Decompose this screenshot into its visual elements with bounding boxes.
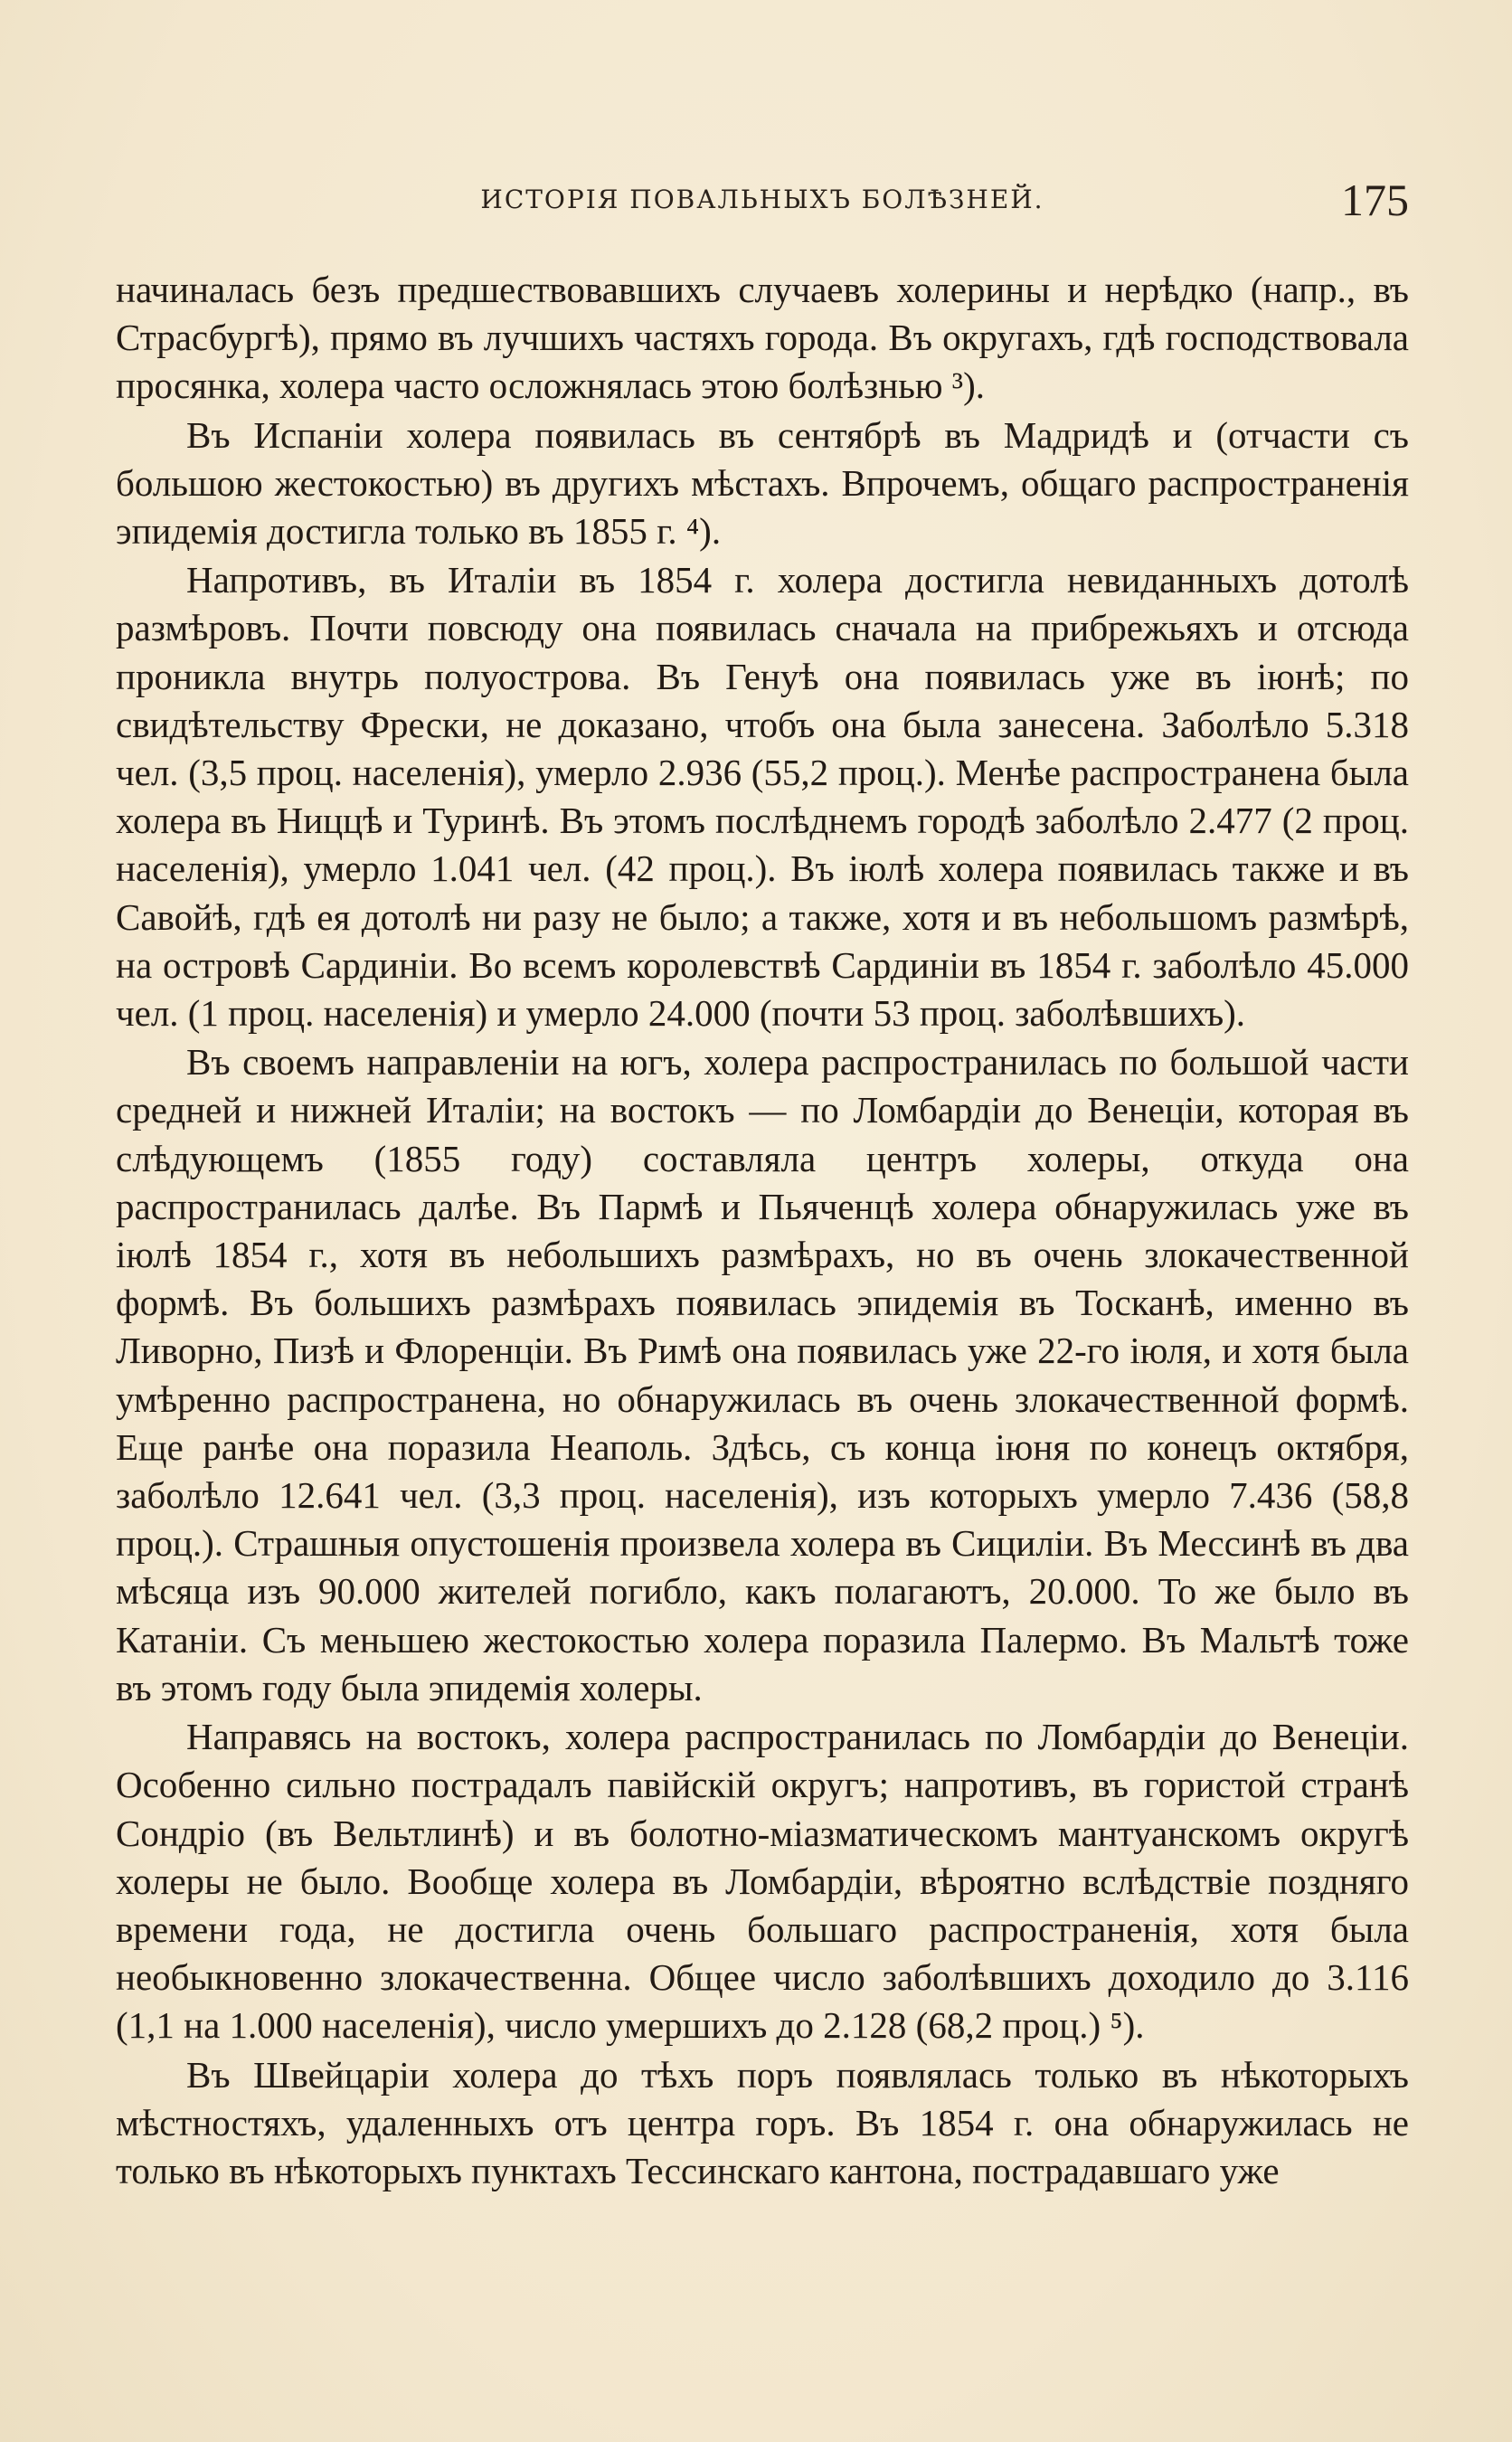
running-header (116, 174, 1409, 228)
paragraph-continuation: начиналась безъ предшествовавшихъ случаевъ холерины и нерѣдко (напр., въ Страсбургѣ), прямо въ лучшихъ частяхъ города. Въ округахъ, гдѣ господствовала просянка, холера часто осложнялась этою болѣзнью ³). (116, 269, 1409, 407)
paragraph-lombardy: Направясь на востокъ, холера распространилась по Ломбардіи до Венеціи. Особенно сильно пострадалъ павійскій округъ; напротивъ, въ гористой странѣ Сондріо (въ Вельтлинѣ) и въ болотно-міазматическомъ мантуанскомъ округѣ холеры не было. Вообще холера въ Ломбардіи, вѣроятно вслѣдствіе поздняго времени года, не достигла очень большаго распространенія, хотя была необыкновенно злокачественна. Общее число заболѣвшихъ доходило до 3.116 (1,1 на 1.000 населенія), число умершихъ до 2.128 (68,2 проц.) ⁵). (116, 1716, 1409, 2047)
body-text (116, 266, 1409, 2195)
paragraph-switzerland: Въ Швейцаріи холера до тѣхъ поръ появлялась только въ нѣкоторыхъ мѣстностяхъ, удаленныхъ отъ центра горъ. Въ 1854 г. она обнаружилась не только въ нѣкоторыхъ пунктахъ Тессинскаго кантона, пострадавшаго уже (116, 2053, 1409, 2191)
paragraph-south-east: Въ своемъ направленіи на югъ, холера распространилась по большой части средней и нижней Италіи; на востокъ — по Ломбардіи до Венеціи, которая въ слѣдующемъ (1855 году) составляла центръ холеры, откуда она распространилась далѣе. Въ Пармѣ и Пьяченцѣ холера обнаружилась уже въ іюлѣ 1854 г., хотя въ небольшихъ размѣрахъ, но въ очень злокачественной формѣ. Въ большихъ размѣрахъ появилась эпидемія въ Тосканѣ, именно въ Ливорно, Пизѣ и Флоренціи. Въ Римѣ она появилась уже 22-го іюля, и хотя была умѣренно распространена, но обнаружилась въ очень злокачественной формѣ. Еще ранѣе она поразила Неаполь. Здѣсь, съ конца іюня по конецъ октября, заболѣло 12.641 чел. (3,3 проц. населенія), изъ которыхъ умерло 7.436 (58,8 проц.). Страшныя опустошенія произвела холера въ Сициліи. Въ Мессинѣ въ два мѣсяца изъ 90.000 жителей погибло, какъ полагаютъ, 20.000. То же было въ Катаніи. Съ меньшею жестокостью холера поразила Палермо. Въ Мальтѣ тоже въ этомъ году была эпидемія холеры. (116, 1041, 1409, 1708)
page-number: 175 (1341, 175, 1409, 225)
paragraph-italy: Напротивъ, въ Италіи въ 1854 г. холера достигла невиданныхъ дотолѣ размѣровъ. Почти повсюду она появилась сначала на прибрежьяхъ и отсюда проникла внутрь полуострова. Въ Генуѣ она появилась уже въ іюнѣ; по свидѣтельству Фрески, не доказано, чтобъ она была занесена. Заболѣло 5.318 чел. (3,5 проц. населенія), умерло 2.936 (55,2 проц.). Менѣе распространена была холера въ Ниццѣ и Туринѣ. Въ этомъ послѣднемъ городѣ заболѣло 2.477 (2 проц. населенія), умерло 1.041 чел. (42 проц.). Въ іюлѣ холера появилась также и въ Савойѣ, гдѣ ея дотолѣ ни разу не было; а также, хотя и въ небольшомъ размѣрѣ, на островѣ Сардиніи. Во всемъ королевствѣ Сардиніи въ 1854 г. заболѣло 45.000 чел. (1 проц. населенія) и умерло 24.000 (почти 53 проц. заболѣвшихъ). (116, 559, 1409, 1035)
running-title: ИСТОРІЯ ПОВАЛЬНЫХЪ БОЛѢЗНЕЙ. (480, 185, 1044, 214)
paragraph-spain: Въ Испаніи холера появилась въ сентябрѣ въ Мадридѣ и (отчасти съ большою жестокостью) въ другихъ мѣстахъ. Впрочемъ, общаго распространенія эпидемія достигла только въ 1855 г. ⁴). (116, 413, 1409, 553)
